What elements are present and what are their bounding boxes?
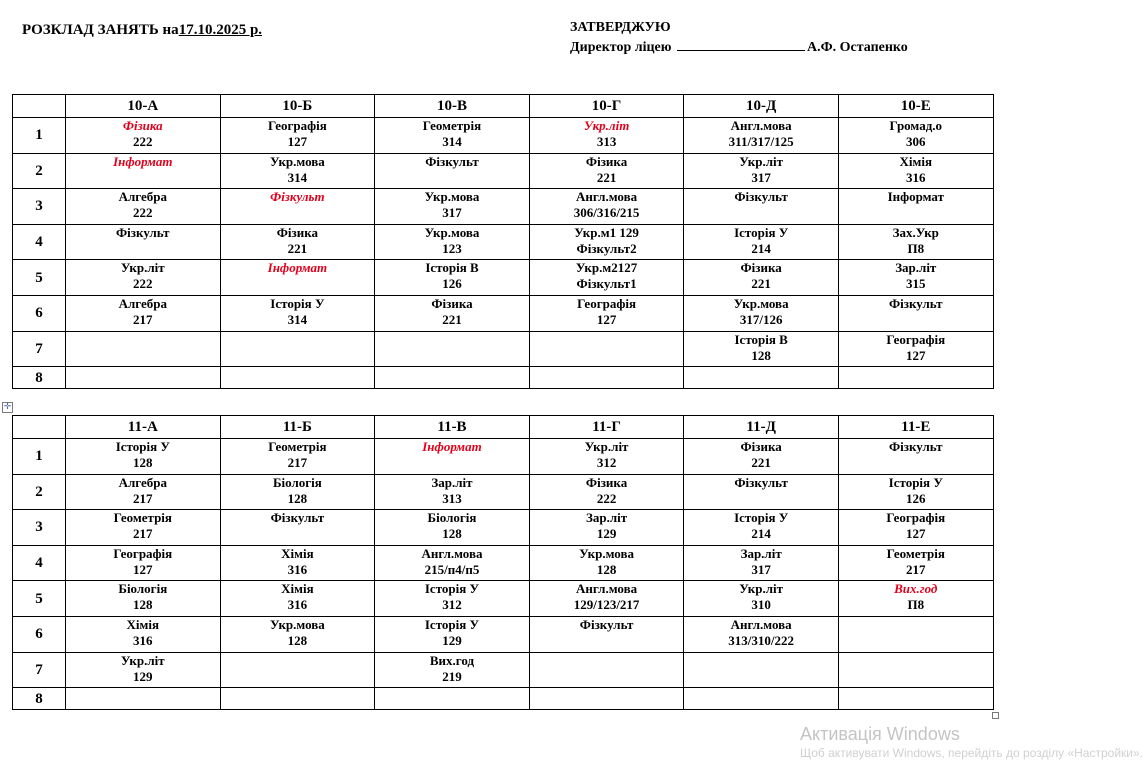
subject-name: Геометрія: [422, 118, 482, 133]
lesson-cell[interactable]: [838, 439, 993, 475]
subject-name: Інформат: [267, 260, 328, 276]
room-number: 306: [906, 134, 926, 149]
lesson-number: 2: [13, 474, 66, 510]
room-number: 128: [751, 347, 771, 363]
subject-name: Географія: [886, 510, 946, 526]
room-number: 214: [751, 526, 771, 542]
class-header: 11-В: [375, 416, 530, 439]
subject-name: Історія У: [270, 295, 325, 311]
table-row: [13, 688, 994, 710]
subject-name: Інформат: [422, 439, 482, 454]
subject-name: Фізика: [740, 439, 782, 454]
subject-name: Геометрія: [268, 439, 327, 454]
header-row: [13, 416, 994, 439]
room-number: 317: [442, 205, 462, 221]
subject-name: Зар.літ: [895, 260, 937, 276]
room-number: 306/316/215: [573, 205, 640, 221]
lesson-cell[interactable]: [684, 510, 839, 546]
room-number: 314: [287, 311, 308, 327]
lesson-cell[interactable]: [838, 545, 993, 581]
room-number: 222: [596, 490, 617, 506]
room-number: 316: [906, 169, 926, 185]
subject-name: Фізика: [431, 295, 473, 311]
room-number: 313: [442, 490, 462, 506]
subject-name: Фізкульт: [270, 189, 325, 205]
lesson-cell[interactable]: [220, 260, 375, 296]
corner-cell: [13, 95, 66, 118]
lesson-cell[interactable]: [684, 688, 839, 710]
subject-name: Географія: [577, 295, 636, 311]
table-row: [13, 545, 994, 581]
lesson-cell[interactable]: [529, 224, 684, 260]
lesson-cell[interactable]: [529, 153, 684, 189]
subject-name: Фізкульт: [270, 510, 325, 526]
class-header: 10-В: [375, 95, 530, 118]
lesson-cell[interactable]: [375, 474, 530, 510]
lesson-cell[interactable]: [684, 439, 839, 475]
table-row: [13, 153, 994, 189]
subject-name: Географія: [267, 118, 327, 133]
lesson-cell[interactable]: [684, 224, 839, 260]
subject-name: Історія У: [115, 439, 170, 454]
subject-name: Алгебра: [118, 189, 167, 205]
lesson-cell[interactable]: [529, 616, 684, 652]
lesson-cell[interactable]: [838, 295, 993, 331]
room-number: 129: [442, 632, 462, 648]
room-number: 222: [133, 134, 153, 149]
lesson-cell[interactable]: [838, 510, 993, 546]
lesson-cell[interactable]: [684, 260, 839, 296]
lesson-number: 3: [13, 189, 66, 225]
header-row: [13, 95, 994, 118]
lesson-cell[interactable]: [220, 224, 375, 260]
lesson-cell[interactable]: [684, 189, 839, 225]
subject-name: Хімія: [126, 616, 160, 632]
subject-name: Хімія: [899, 153, 933, 169]
lesson-cell[interactable]: [220, 581, 375, 617]
approve-name: А.Ф. Остапенко: [806, 40, 908, 55]
table-row: [13, 474, 994, 510]
subject-name: Англ.мова: [730, 118, 792, 133]
lesson-cell[interactable]: [529, 581, 684, 617]
subject-name: Зар.літ: [740, 545, 782, 561]
room-number: 217: [133, 311, 153, 327]
room-number: 126: [442, 276, 462, 292]
subject-name: Алгебра: [118, 474, 167, 490]
lesson-cell[interactable]: [529, 439, 684, 475]
lesson-number: 1: [13, 439, 66, 475]
lesson-cell[interactable]: [838, 367, 993, 389]
table-row: [13, 510, 994, 546]
room-number: 221: [442, 311, 462, 327]
room-number: 127: [287, 134, 308, 149]
lesson-cell[interactable]: [375, 367, 530, 389]
class-header: 11-Г: [529, 416, 684, 439]
lesson-cell[interactable]: [66, 295, 221, 331]
subject-name: Укр.мова: [269, 616, 325, 632]
room-number: 126: [906, 490, 926, 506]
lesson-cell[interactable]: [66, 688, 221, 710]
subject-name: Фізика: [585, 474, 628, 490]
lesson-number: 6: [13, 295, 66, 331]
room-number: 129: [133, 668, 153, 684]
class-header: 10-Б: [220, 95, 375, 118]
subject-name: Інформат: [113, 153, 173, 169]
lesson-cell[interactable]: [684, 474, 839, 510]
lesson-cell[interactable]: [529, 331, 684, 367]
subject-name: Фізкульт: [579, 616, 634, 632]
class-header: 10-Д: [684, 95, 839, 118]
class-header: 11-Б: [220, 416, 375, 439]
lesson-cell[interactable]: [66, 331, 221, 367]
lesson-cell[interactable]: [838, 153, 993, 189]
room-number: 221: [287, 240, 308, 256]
lesson-cell[interactable]: [220, 510, 375, 546]
table-row: [13, 581, 994, 617]
table-row: [13, 331, 994, 367]
lesson-cell[interactable]: [220, 616, 375, 652]
subject-name: Алгебра: [118, 295, 167, 311]
lesson-cell[interactable]: [375, 545, 530, 581]
subject-name: Англ.мова: [421, 545, 483, 561]
subject-name: Фізкульт: [888, 439, 943, 454]
room-number: 128: [287, 632, 308, 648]
lesson-cell[interactable]: [529, 510, 684, 546]
room-number: 222: [133, 276, 153, 292]
approval-block: [570, 18, 908, 58]
subject-name: Англ.мова: [576, 581, 638, 597]
lesson-cell[interactable]: [529, 189, 684, 225]
room-number: 129: [596, 526, 617, 542]
lesson-cell[interactable]: [66, 581, 221, 617]
corner-cell: [13, 416, 66, 439]
lesson-number: 7: [13, 331, 66, 367]
subject-name: Фізкульт: [734, 474, 788, 490]
subject-name: Фізкульт: [425, 153, 479, 169]
lesson-number: 7: [13, 652, 66, 688]
lesson-cell[interactable]: [375, 118, 530, 154]
subject-name: Зах.Укр: [892, 224, 939, 240]
subject-name: Укр.мова: [424, 224, 480, 240]
room-number: 128: [133, 455, 153, 470]
subject-name: Геометрія: [113, 510, 172, 526]
lesson-cell[interactable]: [838, 581, 993, 617]
room-number: 317: [751, 169, 771, 185]
room-number: 315: [906, 276, 926, 292]
room-number: 127: [596, 311, 617, 327]
room-number: 316: [287, 561, 308, 577]
subject-name: Історія У: [734, 224, 789, 240]
schedule-table-10: [12, 94, 994, 389]
subject-name: Укр.мова: [733, 295, 789, 311]
subject-name: Фізика: [740, 260, 782, 276]
table-row: [13, 260, 994, 296]
subject-name: Громад.о: [889, 118, 943, 133]
subject-name: Укр.літ: [584, 439, 629, 454]
subject-name: Фізкульт: [888, 295, 943, 311]
lesson-cell[interactable]: [66, 118, 221, 154]
lesson-cell[interactable]: [838, 260, 993, 296]
lesson-cell[interactable]: [529, 260, 684, 296]
lesson-cell[interactable]: [684, 153, 839, 189]
lesson-cell[interactable]: [66, 545, 221, 581]
subject-name: Фізика: [585, 153, 628, 169]
lesson-cell[interactable]: [529, 118, 684, 154]
subject-name: Укр.літ: [120, 652, 165, 668]
lesson-cell[interactable]: [684, 581, 839, 617]
room-number: 316: [287, 597, 308, 613]
lesson-cell[interactable]: [684, 616, 839, 652]
lesson-cell[interactable]: [529, 545, 684, 581]
lesson-number: 6: [13, 616, 66, 652]
room-number: 127: [906, 347, 926, 363]
lesson-cell[interactable]: [375, 616, 530, 652]
lesson-cell[interactable]: [838, 118, 993, 154]
table-row: [13, 652, 994, 688]
lesson-cell[interactable]: [838, 616, 993, 652]
schedule-date: 17.10.2025 р.: [178, 22, 263, 38]
subject-name: Англ.мова: [576, 189, 638, 205]
lesson-cell[interactable]: [838, 474, 993, 510]
room-number: 222: [133, 205, 153, 221]
subject-name: Історія У: [888, 474, 943, 490]
lesson-cell[interactable]: [220, 118, 375, 154]
lesson-cell[interactable]: [375, 581, 530, 617]
subject-name: Геометрія: [886, 545, 945, 561]
lesson-number: 3: [13, 510, 66, 546]
subject-name: Історія В: [425, 260, 479, 276]
room-number: 215/п4/п5: [424, 561, 480, 577]
room-number: 217: [906, 561, 926, 577]
lesson-cell[interactable]: [838, 189, 993, 225]
lesson-cell[interactable]: [375, 331, 530, 367]
lesson-cell[interactable]: [220, 295, 375, 331]
subject-name: Біологія: [427, 510, 477, 526]
room-number: 312: [442, 597, 462, 613]
lesson-cell[interactable]: [838, 224, 993, 260]
room-number: 317: [751, 561, 771, 577]
lesson-cell[interactable]: [220, 652, 375, 688]
room-number: 127: [133, 561, 153, 577]
lesson-number: 8: [13, 367, 66, 389]
table-row: [13, 439, 994, 475]
room-number: 217: [133, 526, 153, 542]
lesson-cell[interactable]: [838, 331, 993, 367]
subject-name: Історія У: [424, 616, 480, 632]
lesson-cell[interactable]: [66, 260, 221, 296]
room-number: 214: [751, 240, 771, 256]
subject-name: Укр.мова: [424, 189, 480, 205]
lesson-cell[interactable]: [220, 189, 375, 225]
room-number: Фізкульт1: [576, 276, 637, 292]
subject-name: Фізкульт: [734, 189, 788, 205]
subject-name: Укр.мова: [269, 153, 325, 169]
subject-name: Англ.мова: [730, 616, 792, 632]
lesson-cell[interactable]: [684, 652, 839, 688]
subject-name: Зар.літ: [431, 474, 473, 490]
room-number: 123: [442, 240, 462, 256]
subject-name: Хімія: [281, 545, 314, 561]
lesson-cell[interactable]: [375, 439, 530, 475]
room-number: 128: [133, 597, 153, 613]
lesson-cell[interactable]: [529, 367, 684, 389]
approve-line: [570, 38, 908, 58]
lesson-cell[interactable]: [66, 153, 221, 189]
room-number: 217: [133, 490, 153, 506]
subject-name: Укр.мова: [579, 545, 634, 561]
class-header: 11-Д: [684, 416, 839, 439]
subject-name: Вих.год: [429, 652, 475, 668]
room-number: 312: [596, 455, 617, 470]
lesson-number: 5: [13, 581, 66, 617]
room-number: 311/317/125: [728, 134, 794, 149]
subject-name: Вих.год: [894, 581, 938, 597]
lesson-cell[interactable]: [529, 652, 684, 688]
lesson-cell[interactable]: [684, 118, 839, 154]
lesson-cell[interactable]: [375, 260, 530, 296]
lesson-number: 5: [13, 260, 66, 296]
schedule-table-11: [12, 415, 994, 710]
table-resize-handle[interactable]: [992, 712, 999, 719]
room-number: 313/310/222: [728, 632, 795, 648]
lesson-cell[interactable]: [684, 367, 839, 389]
lesson-cell[interactable]: [529, 688, 684, 710]
lesson-cell[interactable]: [375, 652, 530, 688]
room-number: 128: [287, 490, 308, 506]
windows-activation-watermark: Активація Windows: [800, 724, 960, 744]
schedule-title: [22, 22, 262, 39]
subject-name: Зар.літ: [586, 510, 628, 526]
lesson-cell[interactable]: [66, 616, 221, 652]
room-number: 316: [133, 632, 153, 648]
lesson-cell[interactable]: [684, 545, 839, 581]
subject-name: Фізика: [122, 118, 163, 133]
lesson-cell[interactable]: [684, 295, 839, 331]
subject-name: Історія В: [734, 331, 788, 347]
table-move-handle-icon[interactable]: ✛: [3, 402, 12, 412]
room-number: П8: [907, 240, 925, 256]
lesson-cell[interactable]: [66, 189, 221, 225]
class-header: 10-А: [66, 95, 221, 118]
lesson-cell[interactable]: [838, 688, 993, 710]
lesson-number: 8: [13, 688, 66, 710]
room-number: 314: [287, 169, 308, 185]
subject-name: Історія У: [424, 581, 480, 597]
subject-name: Укр.літ: [120, 260, 165, 276]
lesson-cell[interactable]: [529, 474, 684, 510]
lesson-cell[interactable]: [66, 652, 221, 688]
subject-name: Фізика: [276, 224, 319, 240]
lesson-cell[interactable]: [375, 688, 530, 710]
class-header: 11-Е: [838, 416, 993, 439]
table-row: [13, 295, 994, 331]
room-number: 129/123/217: [573, 597, 640, 613]
room-number: П8: [907, 597, 925, 613]
table-row: [13, 189, 994, 225]
windows-activation-hint: Щоб активувати Windows, перейдіть до розділу «Настройки».: [800, 746, 1143, 760]
room-number: 221: [751, 276, 771, 292]
lesson-cell[interactable]: [220, 545, 375, 581]
room-number: 313: [596, 134, 617, 149]
subject-name: Укр.літ: [583, 118, 630, 133]
subject-name: Історія У: [734, 510, 789, 526]
approve-role: Директор ліцею: [570, 40, 672, 55]
lesson-cell[interactable]: [220, 474, 375, 510]
lesson-cell[interactable]: [66, 439, 221, 475]
lesson-cell[interactable]: [220, 331, 375, 367]
subject-name: Укр.м1 129: [574, 224, 639, 240]
room-number: Фізкульт2: [576, 240, 637, 256]
approve-title: ЗАТВЕРДЖУЮ: [570, 20, 671, 35]
subject-name: Хімія: [281, 581, 314, 597]
signature-line: [677, 40, 805, 51]
subject-name: Укр.літ: [739, 153, 784, 169]
lesson-cell[interactable]: [66, 367, 221, 389]
lesson-cell[interactable]: [838, 652, 993, 688]
subject-name: Біологія: [118, 581, 168, 597]
class-header: 11-А: [66, 416, 221, 439]
subject-name: Географія: [886, 331, 946, 347]
lesson-number: 1: [13, 118, 66, 154]
subject-name: Фізкульт: [116, 224, 170, 240]
lesson-cell[interactable]: [375, 153, 530, 189]
room-number: 127: [906, 526, 926, 542]
lesson-cell[interactable]: [220, 367, 375, 389]
lesson-number: 4: [13, 545, 66, 581]
room-number: 128: [596, 561, 617, 577]
class-header: 10-Е: [838, 95, 993, 118]
room-number: 221: [751, 455, 771, 470]
class-header: 10-Г: [529, 95, 684, 118]
room-number: 217: [287, 455, 308, 470]
room-number: 219: [442, 668, 462, 684]
lesson-cell[interactable]: [220, 439, 375, 475]
lesson-cell[interactable]: [684, 331, 839, 367]
lesson-cell[interactable]: [529, 295, 684, 331]
subject-name: Укр.м2127: [575, 260, 638, 276]
room-number: 317/126: [739, 311, 783, 327]
lesson-number: 4: [13, 224, 66, 260]
table-row: [13, 367, 994, 389]
room-number: 310: [751, 597, 771, 613]
lesson-cell[interactable]: [375, 189, 530, 225]
title-prefix: РОЗКЛАД ЗАНЯТЬ на: [22, 22, 179, 38]
lesson-cell[interactable]: [66, 224, 221, 260]
lesson-cell[interactable]: [220, 688, 375, 710]
subject-name: Укр.літ: [739, 581, 784, 597]
lesson-cell[interactable]: [375, 224, 530, 260]
lesson-cell[interactable]: [66, 474, 221, 510]
subject-name: Інформат: [887, 189, 944, 205]
subject-name: Географія: [113, 545, 173, 561]
table-row: [13, 118, 994, 154]
lesson-cell[interactable]: [375, 510, 530, 546]
room-number: 221: [596, 169, 617, 185]
subject-name: Біологія: [272, 474, 322, 490]
lesson-number: 2: [13, 153, 66, 189]
lesson-cell[interactable]: [375, 295, 530, 331]
room-number: 314: [442, 134, 462, 149]
room-number: 128: [442, 526, 462, 542]
table-row: [13, 616, 994, 652]
lesson-cell[interactable]: [66, 510, 221, 546]
table-row: [13, 224, 994, 260]
lesson-cell[interactable]: [220, 153, 375, 189]
